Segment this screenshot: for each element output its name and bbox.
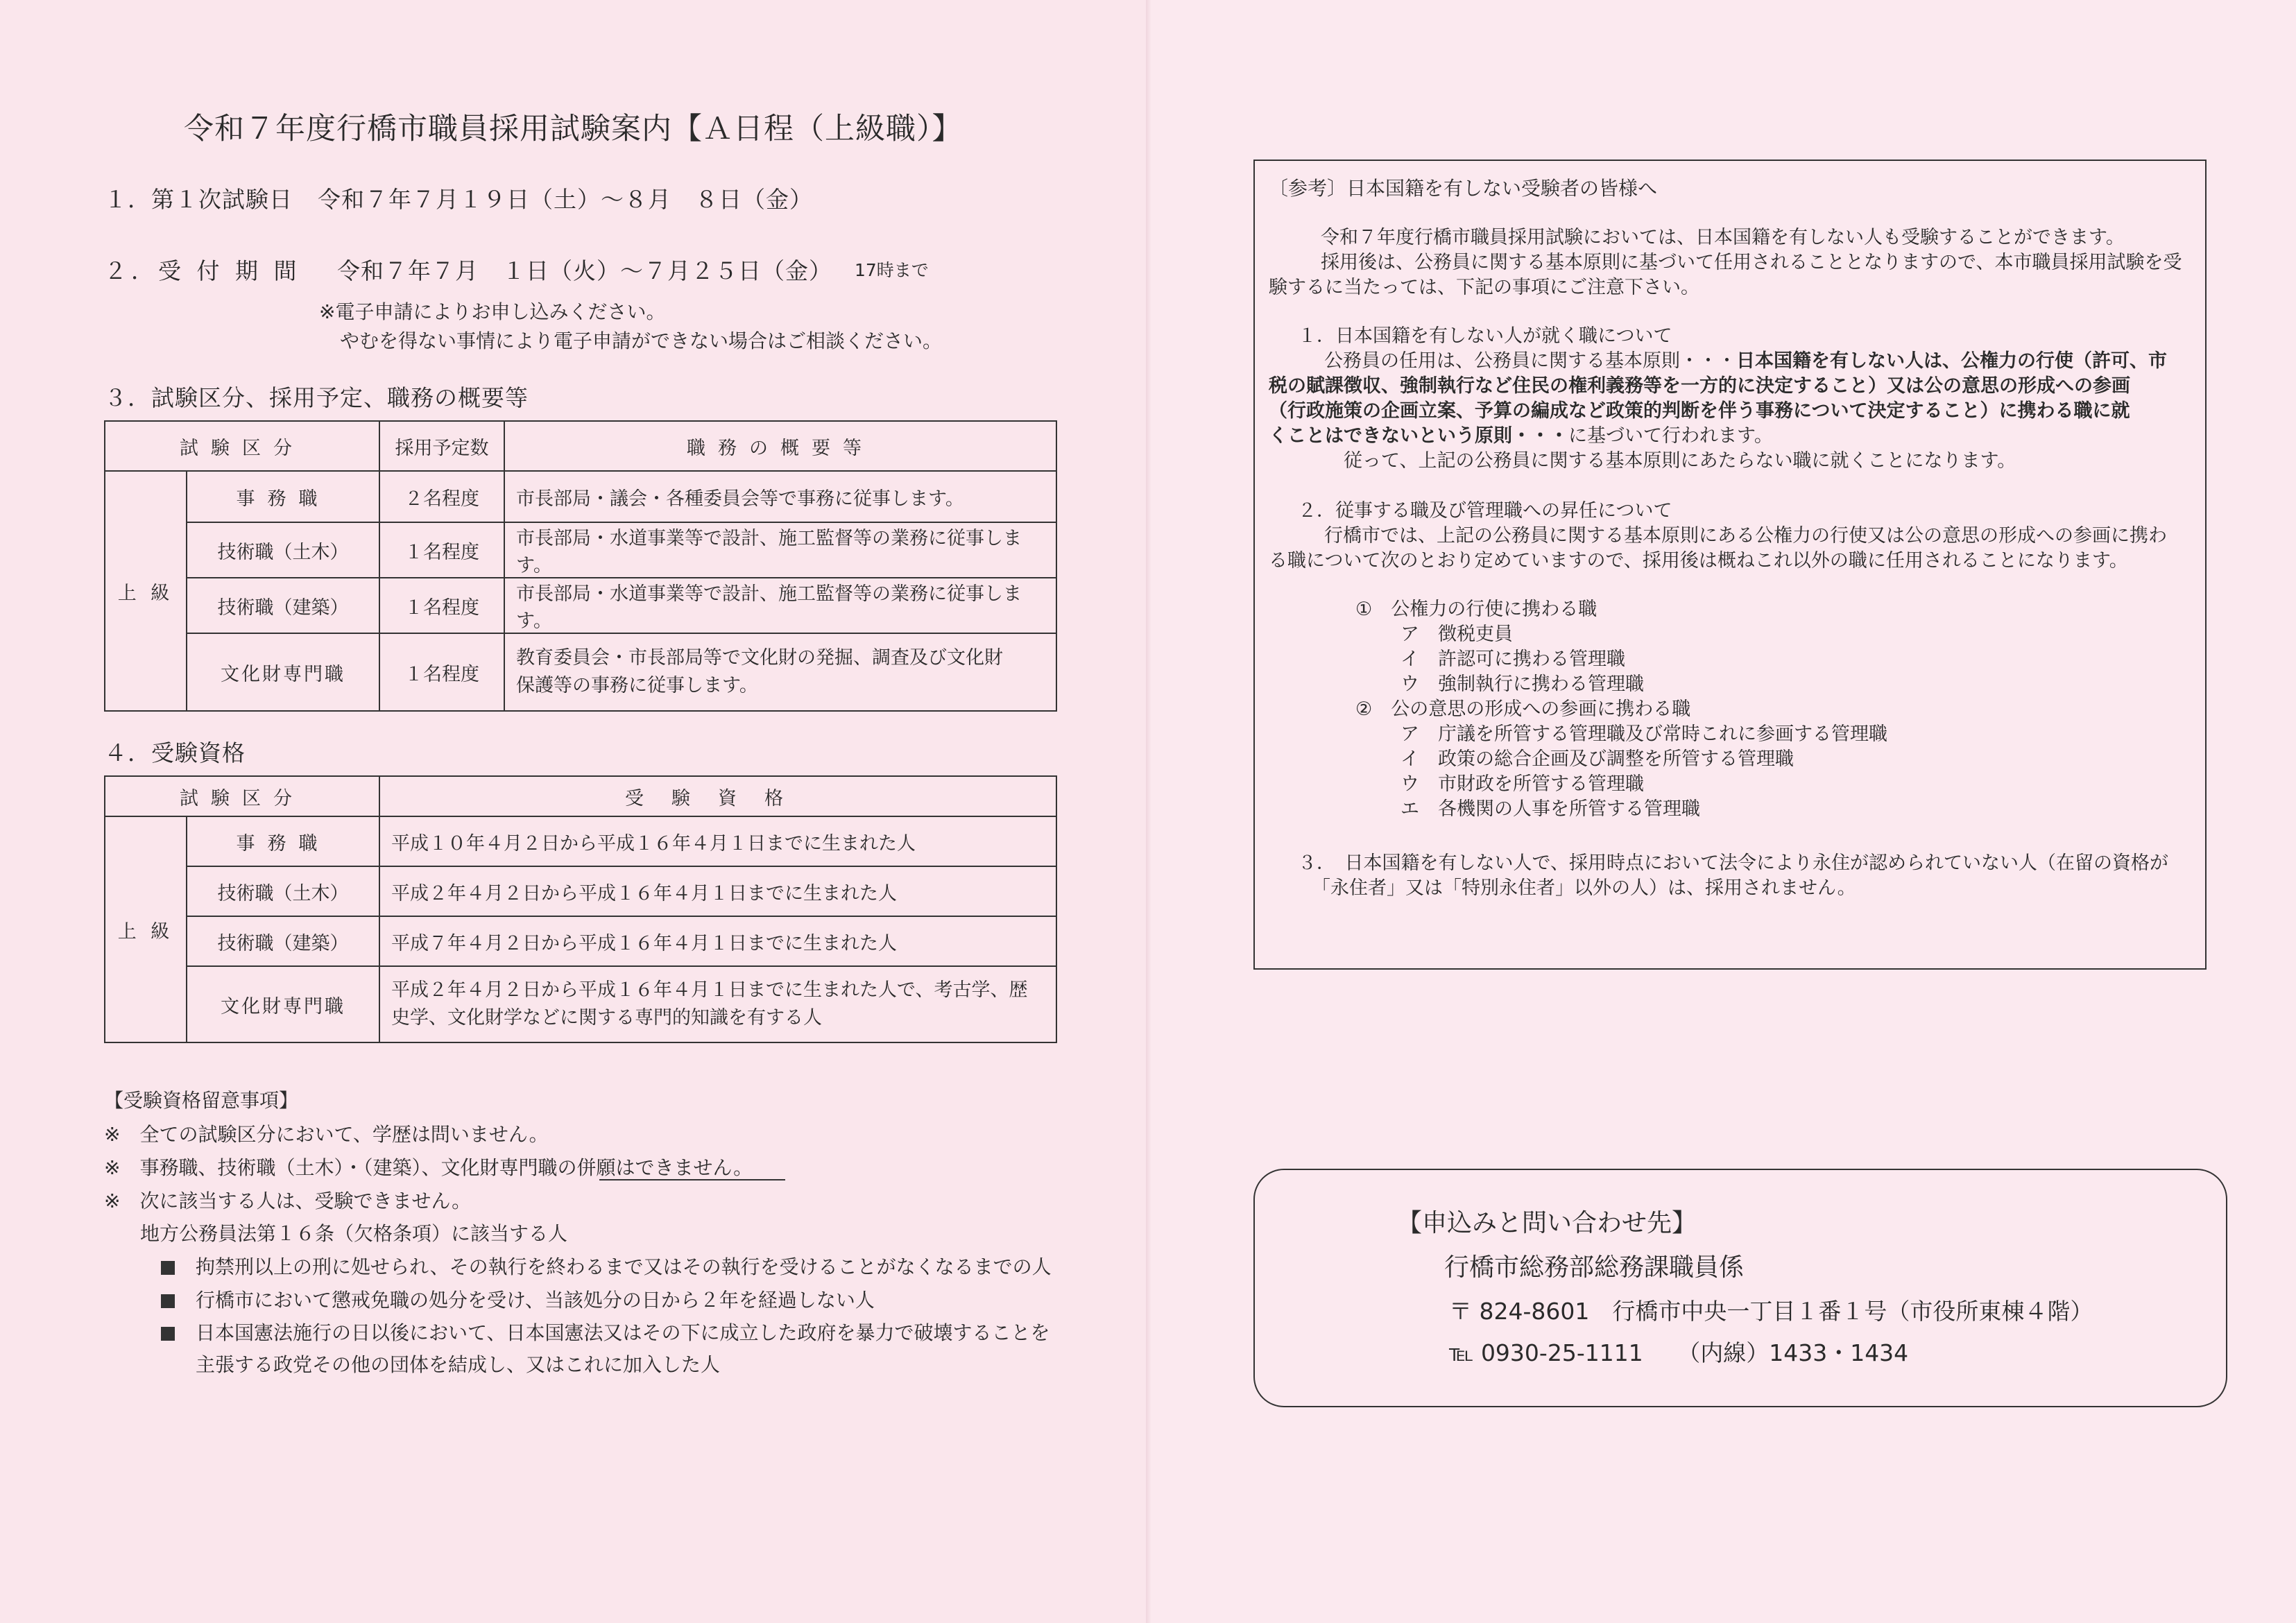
foreign-national-notice xyxy=(1253,160,2207,970)
disqualification-3-cont: 主張する政党その他の団体を結成し、又はこれに加入した人 xyxy=(196,1353,721,1376)
table-row xyxy=(105,966,1056,1042)
note-2-underline xyxy=(599,1179,785,1180)
table-row xyxy=(105,866,1056,916)
note-1: ※ 全ての試験区分において、学歴は問いません。 xyxy=(104,1123,549,1146)
duties-cell: 市長部局・水道事業等で設計、施工監督等の業務に従事します。 xyxy=(504,522,1056,578)
point-1-line-5: 従って、上記の公務員に関する基本原則にあたらない職に就くことになります。 xyxy=(1344,450,2016,472)
group-2-item: イ 政策の総合企画及び調整を所管する管理職 xyxy=(1400,748,1794,770)
point-1-heading: １．日本国籍を有しない人が就く職について xyxy=(1298,325,1672,347)
header-category: 試験区分 xyxy=(105,421,379,471)
level-cell: 上 級 xyxy=(105,471,187,711)
table-row xyxy=(105,816,1056,866)
category-cell: 文化財専門職 xyxy=(187,966,379,1042)
reception-note-1: ※電子申請によりお申し込みください。 xyxy=(319,300,666,323)
reception-value: 令和７年７月 １日（火）～７月２５日（金） xyxy=(337,257,832,284)
reception-label: ２．受 付 期 間 xyxy=(104,257,301,284)
group-1-item: ア 徴税吏員 xyxy=(1400,624,1513,645)
note-3-sub: 地方公務員法第１６条（欠格条項）に該当する人 xyxy=(140,1222,568,1245)
contact-phone: ℡ 0930-25-1111 （内線）1433・1434 xyxy=(1449,1339,1909,1366)
qualification-line: 平成２年４月２日から平成１６年４月１日までに生まれた人で、考古学、歴 xyxy=(391,979,1028,1001)
duties-cell: 市長部局・水道事業等で設計、施工監督等の業務に従事します。 xyxy=(504,578,1056,633)
point-1-line-3: （行政施策の企画立案、予算の編成など政策的判断を伴う事務について決定すること）に携わる職に就 xyxy=(1269,400,2130,422)
category-cell: 技術職（建築） xyxy=(187,916,379,966)
point-3-line-2: 「永住者」又は「特別永住者」以外の人）は、採用されません。 xyxy=(1312,877,1856,899)
qualification-cell xyxy=(379,966,1056,1042)
contact-address: 〒 824-8601 行橋市中央一丁目１番１号（市役所東棟４階） xyxy=(1449,1298,2093,1325)
point-1-line-2: 税の賦課徴収、強制執行など住民の権利義務等を一方的に決定すること）又は公の意思の形成への参画 xyxy=(1269,375,2130,397)
exam-date-value: 令和７年７月１９日（土）～８月 ８日（金） xyxy=(318,186,813,213)
group-2-item: エ 各機関の人事を所管する管理職 xyxy=(1400,798,1700,820)
table-row xyxy=(105,471,1056,522)
bullet-square-icon xyxy=(161,1294,175,1308)
intro-line-3: 験するに当たっては、下記の事項にご注意下さい。 xyxy=(1269,277,1699,298)
contact-department: 行橋市総務部総務課職員係 xyxy=(1444,1253,1745,1282)
table-row xyxy=(105,578,1056,633)
qualification-cell: 平成１０年４月２日から平成１６年４月１日までに生まれた人 xyxy=(379,816,1056,866)
left-page xyxy=(0,0,1146,1623)
level-cell: 上 級 xyxy=(105,816,187,1042)
reception-note-2: やむを得ない事情により電子申請ができない場合はご相談ください。 xyxy=(340,329,943,352)
qualification-cell: 平成２年４月２日から平成１６年４月１日までに生まれた人 xyxy=(379,866,1056,916)
table-row xyxy=(105,421,1056,471)
table-row xyxy=(105,916,1056,966)
group-1-item: ウ 強制執行に携わる管理職 xyxy=(1400,673,1644,695)
disqualification-3: 日本国憲法施行の日以後において、日本国憲法又はその下に成立した政府を暴力で破壊することを xyxy=(161,1318,1050,1346)
positions-table xyxy=(104,420,1057,712)
bullet-square-icon xyxy=(161,1261,175,1275)
group-2-item: ア 庁議を所管する管理職及び常時これに参画する管理職 xyxy=(1400,723,1887,745)
qualification-line: 史学、文化財学などに関する専門的知識を有する人 xyxy=(391,1007,822,1029)
category-cell: 事務職 xyxy=(187,816,379,866)
duties-cell xyxy=(504,633,1056,711)
count-cell: １名程度 xyxy=(379,578,504,633)
bullet-square-icon xyxy=(161,1327,175,1341)
intro-line-1: 令和７年度行橋市職員採用試験においては、日本国籍を有しない人も受験することができます。 xyxy=(1321,227,2125,248)
table-row xyxy=(105,633,1056,711)
header-count: 採用予定数 xyxy=(379,421,504,471)
contact-box xyxy=(1253,1169,2227,1407)
point-2-line-2: る職について次のとおり定めていますので、採用後は概ねこれ以外の職に任用されることになります。 xyxy=(1269,550,2128,572)
duties-line: 教育委員会・市長部局等で文化財の発掘、調査及び文化財 xyxy=(516,647,1003,669)
category-cell: 事務職 xyxy=(187,471,379,522)
disqualification-2: 行橋市において懲戒免職の処分を受け、当該処分の日から２年を経過しない人 xyxy=(161,1285,875,1313)
qualification-table xyxy=(104,775,1057,1043)
point-1-line-1: 公務員の任用は、公務員に関する基本原則・・・日本国籍を有しない人は、公権力の行使（許可、市 xyxy=(1324,350,2167,372)
category-cell: 技術職（土木） xyxy=(187,522,379,578)
category-cell: 技術職（土木） xyxy=(187,866,379,916)
point-1-line-4: くことはできないという原則・・・に基づいて行われます。 xyxy=(1269,425,1773,447)
group-2: ② 公の意思の形成への参画に携わる職 xyxy=(1355,698,1691,720)
contact-heading: 【申込みと問い合わせ先】 xyxy=(1397,1209,1697,1237)
section-4-heading: ４．受験資格 xyxy=(104,739,246,766)
count-cell: １名程度 xyxy=(379,633,504,711)
point-2-heading: ２．従事する職及び管理職への昇任について xyxy=(1298,500,1672,522)
duties-cell: 市長部局・議会・各種委員会等で事務に従事します。 xyxy=(504,471,1056,522)
notice-heading: 〔参考〕日本国籍を有しない受験者の皆様へ xyxy=(1269,177,1658,200)
page-fold xyxy=(1146,0,1151,1623)
table-row xyxy=(105,776,1056,816)
header-duties: 職務の概要等 xyxy=(504,421,1056,471)
count-cell: ２名程度 xyxy=(379,471,504,522)
header-category: 試験区分 xyxy=(105,776,379,816)
note-3: ※ 次に該当する人は、受験できません。 xyxy=(104,1190,472,1212)
group-1: ① 公権力の行使に携わる職 xyxy=(1355,599,1597,620)
header-qualification: 受験資格 xyxy=(379,776,1056,816)
exam-date-label: １．第１次試験日 xyxy=(104,186,293,213)
qualification-cell: 平成７年４月２日から平成１６年４月１日までに生まれた人 xyxy=(379,916,1056,966)
reception-deadline-time: 17時まで xyxy=(855,260,929,280)
count-cell: １名程度 xyxy=(379,522,504,578)
section-3-heading: ３．試験区分、採用予定、職務の概要等 xyxy=(104,384,529,411)
disqualification-1: 拘禁刑以上の刑に処せられ、その執行を終わるまで又はその執行を受けることがなくなるまでの人 xyxy=(161,1252,1052,1280)
category-cell: 文化財専門職 xyxy=(187,633,379,711)
duties-line: 保護等の事務に従事します。 xyxy=(516,675,758,696)
point-3-line-1: ３． 日本国籍を有しない人で、採用時点において法令により永住が認められていない人（在留の資格が xyxy=(1298,852,2168,874)
notes-heading: 【受験資格留意事項】 xyxy=(104,1089,299,1112)
intro-line-2: 採用後は、公務員に関する基本原則に基づいて任用されることとなりますので、本市職員採用試験を受 xyxy=(1321,252,2182,273)
note-2: ※ 事務職、技術職（土木）・（建築）、文化財専門職の併願はできません。 xyxy=(104,1156,753,1179)
point-2-line-1: 行橋市では、上記の公務員に関する基本原則にある公権力の行使又は公の意思の形成への参画に携わ xyxy=(1324,525,2167,547)
page-title: 令和７年度行橋市職員採用試験案内【Ａ日程（上級職）】 xyxy=(184,112,963,146)
category-cell: 技術職（建築） xyxy=(187,578,379,633)
table-row xyxy=(105,522,1056,578)
group-2-item: ウ 市財政を所管する管理職 xyxy=(1400,773,1644,795)
group-1-item: イ 許認可に携わる管理職 xyxy=(1400,649,1625,670)
